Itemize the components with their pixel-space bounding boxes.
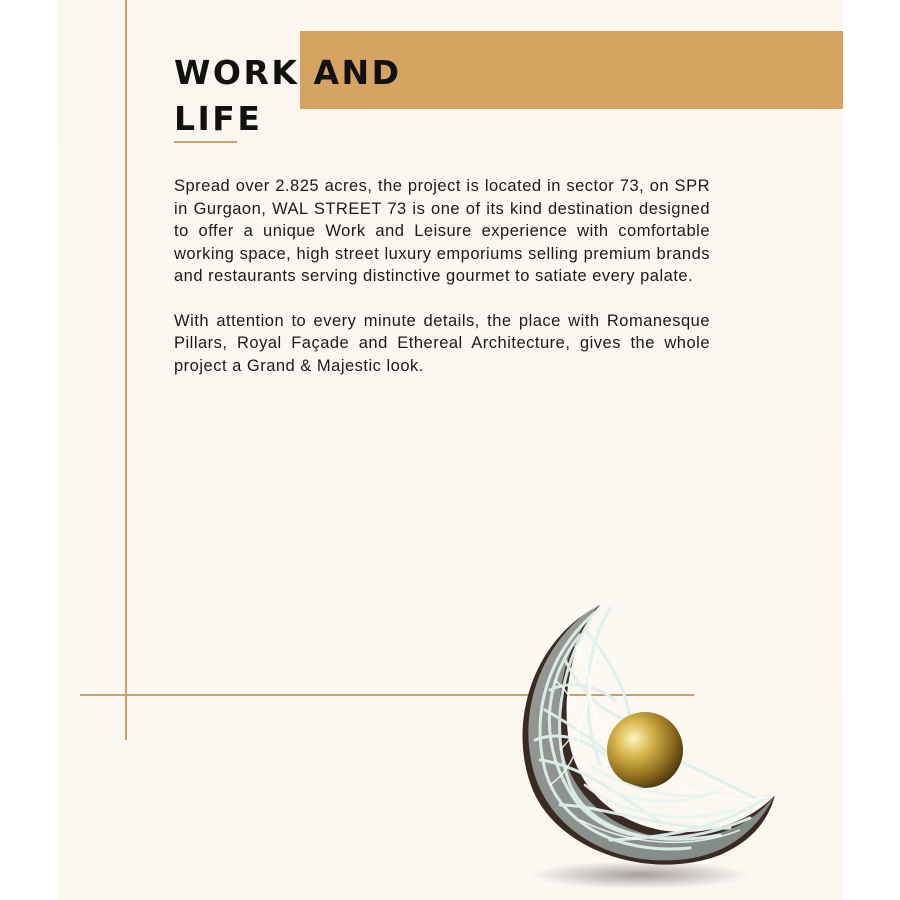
body-copy: [174, 175, 710, 399]
vertical-divider-line: [125, 0, 127, 740]
title-line-1: [174, 50, 402, 96]
title-underline: [174, 141, 237, 143]
title-line-2: LIFE: [174, 99, 263, 138]
paragraph-intro: Spread over 2.825 acres, the project is located in sector 73, on SPR in Gurgaon, WAL STREET 73 is one of its kind destination designed to offer a unique Work and Leisure experience with comfortable working space, high street luxury emporiums selling premium brands and restaurants serving distinctive gourmet to satiate every palate.: [174, 177, 710, 285]
paragraph-details: With attention to every minute details, the place with Romanesque Pillars, Royal Façade and Ethereal Architecture, gives the whole project a Grand & Majestic look.: [174, 311, 710, 375]
page-title: [174, 50, 402, 142]
sculpture-shadow: [530, 861, 750, 889]
title-word-work: WORK: [174, 53, 300, 92]
gold-sphere: [607, 712, 683, 788]
shell-sculpture-icon: [490, 590, 790, 890]
title-word-and: AND: [313, 53, 402, 92]
